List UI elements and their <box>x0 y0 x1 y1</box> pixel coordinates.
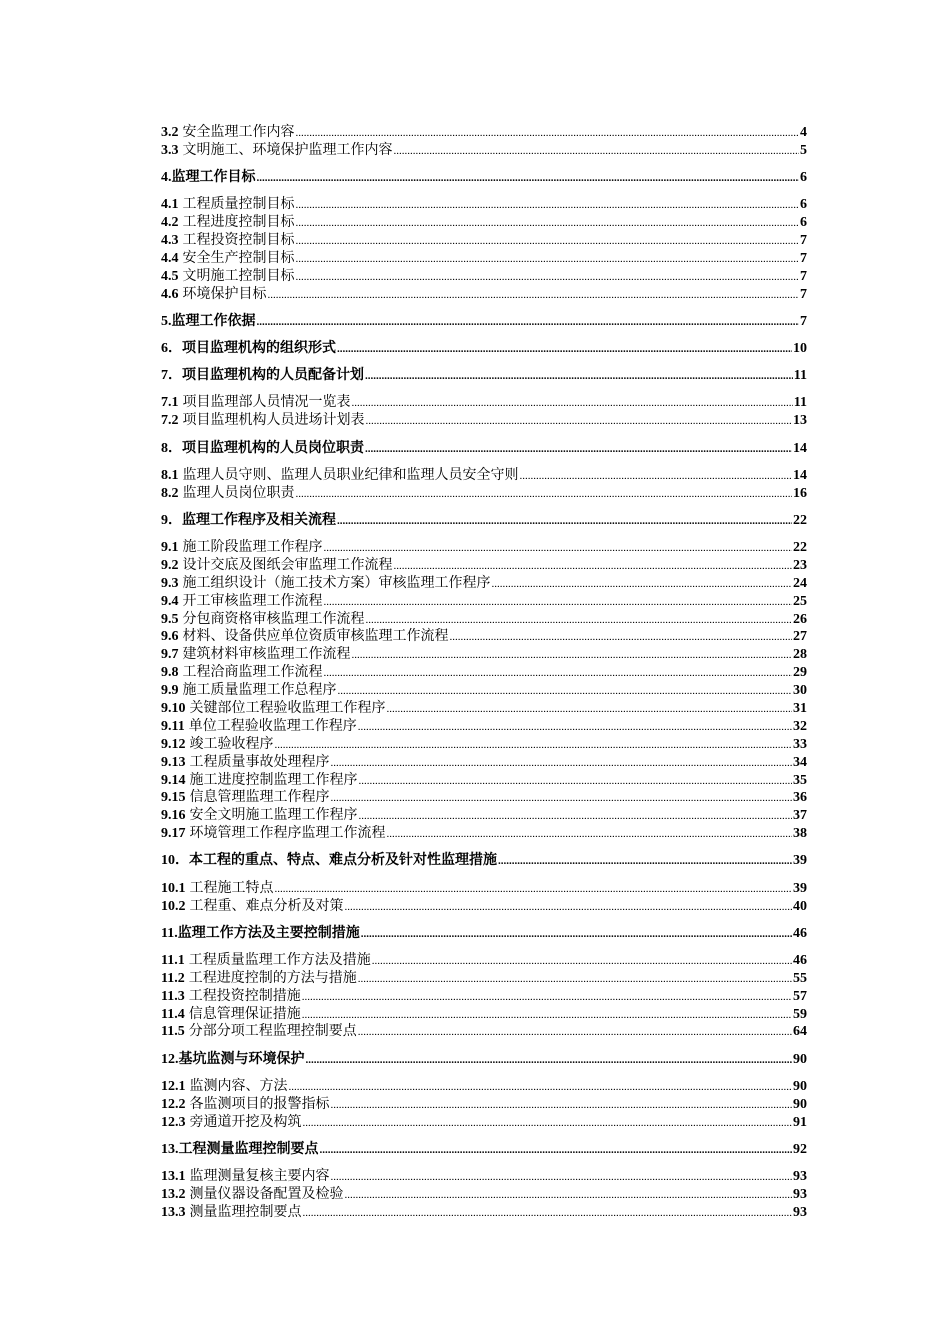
toc-entry-page: 57 <box>793 988 807 1004</box>
toc-leader-dots <box>358 1024 792 1042</box>
toc-entry-page: 7 <box>800 286 807 302</box>
toc-entry-title: 项目监理机构的组织形式 <box>182 341 336 357</box>
toc-entry-number: 9.12 <box>161 736 186 752</box>
toc-entry-page: 34 <box>793 754 807 770</box>
toc-entry[interactable] <box>161 852 807 870</box>
toc-entry-title: 监理工作依据 <box>171 313 256 329</box>
toc-entry[interactable] <box>161 970 807 988</box>
toc-entry-page: 4 <box>800 125 807 140</box>
toc-entry-page: 38 <box>793 826 807 842</box>
toc-entry[interactable] <box>161 232 807 250</box>
toc-leader-dots <box>296 125 800 143</box>
toc-entry-title: 工程投资控制措施 <box>188 988 301 1004</box>
toc-leader-dots <box>331 790 793 808</box>
toc-entry-number: 13. <box>161 1141 179 1157</box>
toc-entry-page: 6 <box>800 197 807 213</box>
toc-entry-number: 7.2 <box>161 413 179 429</box>
toc-entry-number: 4.4 <box>161 250 179 266</box>
toc-entry[interactable] <box>161 736 807 754</box>
toc-leader-dots <box>394 558 793 576</box>
toc-entry-page: 11 <box>793 395 807 411</box>
toc-leader-dots <box>324 540 793 558</box>
toc-entry-title: 安全文明施工监理工作程序 <box>189 808 358 824</box>
toc-leader-dots <box>296 269 800 287</box>
toc-leader-dots <box>394 143 800 161</box>
toc-entry-title: 工程重、难点分析及对策 <box>189 898 344 914</box>
toc-entry-number: 11.1 <box>161 952 185 968</box>
toc-leader-dots <box>345 899 793 917</box>
toc-entry-title: 安全生产控制目标 <box>182 250 295 266</box>
toc-leader-dots <box>331 755 793 773</box>
toc-leader-dots <box>306 1052 793 1070</box>
toc-entry-number: 7.1 <box>161 395 179 411</box>
toc-entry-number: 12.2 <box>161 1096 186 1112</box>
toc-entry-number: 4.2 <box>161 215 179 231</box>
toc-leader-dots <box>366 612 793 630</box>
toc-entry[interactable] <box>161 988 807 1006</box>
toc-entry-page: 90 <box>793 1078 807 1094</box>
toc-entry[interactable] <box>161 1168 807 1186</box>
toc-entry-title: 工程测量监理控制要点 <box>178 1141 319 1157</box>
toc-leader-dots <box>275 737 793 755</box>
toc-entry-page: 40 <box>793 898 807 914</box>
toc-entry-page: 26 <box>793 611 807 627</box>
toc-leader-dots <box>289 1079 793 1097</box>
toc-entry-title: 文明施工控制目标 <box>182 268 295 284</box>
toc-leader-dots <box>337 513 792 531</box>
toc-entry-page: 7 <box>800 268 807 284</box>
toc-leader-dots <box>331 1169 793 1187</box>
toc-leader-dots <box>361 926 792 944</box>
toc-entry-number: 9.5 <box>161 611 179 627</box>
toc-entry[interactable] <box>161 467 807 485</box>
toc-entry-title: 本工程的重点、特点、难点分析及针对性监理措施 <box>189 853 497 869</box>
toc-entry-title: 工程质量监理工作方法及措施 <box>188 952 371 968</box>
toc-leader-dots <box>358 719 792 737</box>
toc-entry-page: 46 <box>793 952 807 968</box>
toc-entry-title: 工程质量事故处理程序 <box>189 754 330 770</box>
toc-entry[interactable] <box>161 557 807 575</box>
toc-entry-title: 工程投资控制目标 <box>182 233 295 249</box>
toc-entry[interactable] <box>161 952 807 970</box>
toc-entry-title: 环境保护目标 <box>182 286 267 302</box>
toc-entry-page: 93 <box>793 1168 807 1184</box>
toc-entry-page: 39 <box>793 880 807 896</box>
toc-leader-dots <box>387 701 793 719</box>
toc-entry-title: 工程质量控制目标 <box>182 197 295 213</box>
toc-entry[interactable] <box>161 286 807 304</box>
toc-entry[interactable] <box>161 611 807 629</box>
toc-entry-page: 13 <box>793 413 807 429</box>
toc-entry-number: 10． <box>161 853 189 869</box>
toc-entry-number: 13.3 <box>161 1204 186 1220</box>
toc-entry-number: 4.5 <box>161 268 179 284</box>
toc-leader-dots <box>331 1097 793 1115</box>
toc-entry-number: 9.1 <box>161 540 179 555</box>
toc-entry[interactable] <box>161 1204 807 1222</box>
toc-entry-page: 93 <box>793 1204 807 1220</box>
toc-leader-dots <box>275 881 793 899</box>
toc-leader-dots <box>365 441 792 459</box>
toc-leader-dots <box>303 1115 793 1133</box>
toc-entry-page: 55 <box>793 970 807 986</box>
toc-leader-dots <box>338 683 793 701</box>
toc-entry-number: 13.1 <box>161 1168 186 1184</box>
toc-entry-number: 5. <box>161 313 172 329</box>
toc-entry-page: 27 <box>793 629 807 645</box>
toc-entry-title: 安全监理工作内容 <box>182 125 295 140</box>
toc-entry-number: 4.3 <box>161 233 179 249</box>
toc-leader-dots <box>520 468 793 486</box>
toc-entry-title: 监理测量复核主要内容 <box>189 1168 330 1184</box>
toc-entry-number: 9.4 <box>161 593 179 609</box>
toc-entry-page: 7 <box>800 313 807 329</box>
toc-entry-page: 6 <box>800 170 807 186</box>
toc-entry-number: 8.1 <box>161 467 179 483</box>
toc-entry[interactable] <box>161 539 807 557</box>
toc-entry-number: 11. <box>161 925 178 941</box>
toc-entry-page: 46 <box>793 925 807 941</box>
toc-entry-number: 9.7 <box>161 647 179 663</box>
toc-entry-page: 93 <box>793 1186 807 1202</box>
toc-entry-number: 9.2 <box>161 557 179 573</box>
toc-entry-title: 施工质量监理工作总程序 <box>182 683 337 699</box>
toc-entry[interactable] <box>161 593 807 611</box>
toc-leader-dots <box>320 1142 793 1160</box>
toc-entry-number: 11.3 <box>161 988 185 1004</box>
toc-leader-dots <box>257 170 800 188</box>
toc-entry[interactable] <box>161 646 807 664</box>
toc-entry-number: 8.2 <box>161 485 179 501</box>
toc-entry-page: 5 <box>800 142 807 158</box>
toc-entry[interactable] <box>161 440 807 458</box>
toc-entry-number: 7． <box>161 368 182 384</box>
toc-entry-number: 9.10 <box>161 701 186 717</box>
toc-entry-title: 工程洽商监理工作流程 <box>182 665 323 681</box>
toc-entry[interactable] <box>161 718 807 736</box>
toc-entry-number: 11.2 <box>161 970 185 986</box>
toc-entry-page: 37 <box>793 808 807 824</box>
toc-entry-title: 监理人员岗位职责 <box>182 485 295 501</box>
toc-entry-title: 施工阶段监理工作程序 <box>182 540 323 555</box>
toc-entry[interactable] <box>161 575 807 593</box>
toc-entry-page: 29 <box>793 665 807 681</box>
toc-entry-title: 分部分项工程监理控制要点 <box>188 1024 357 1040</box>
toc-entry-title: 文明施工、环境保护监理工作内容 <box>182 142 393 158</box>
toc-leader-dots <box>257 314 800 332</box>
toc-entry-number: 9.3 <box>161 575 179 591</box>
toc-entry-title: 测量仪器设备配置及检验 <box>189 1186 344 1202</box>
toc-entry-title: 开工审核监理工作流程 <box>182 593 323 609</box>
toc-entry-title: 材料、设备供应单位资质审核监理工作流程 <box>182 629 449 645</box>
toc-entry-title: 信息管理监理工作程序 <box>189 790 330 806</box>
toc-entry-page: 10 <box>793 341 807 357</box>
toc-entry-page: 14 <box>793 440 807 456</box>
toc-entry-number: 12. <box>161 1051 179 1067</box>
toc-entry[interactable] <box>161 214 807 232</box>
toc-leader-dots <box>492 576 793 594</box>
toc-entry-number: 3.3 <box>161 142 179 158</box>
toc-entry-title: 监理工作方法及主要控制措施 <box>177 925 360 941</box>
table-of-contents <box>161 124 807 1222</box>
toc-entry-number: 10.1 <box>161 880 186 896</box>
toc-entry-page: 39 <box>793 853 807 869</box>
toc-entry[interactable] <box>161 169 807 187</box>
toc-entry-title: 关键部位工程验收监理工作程序 <box>189 701 386 717</box>
toc-entry-number: 9.14 <box>161 772 186 788</box>
toc-entry-number: 8． <box>161 440 182 456</box>
toc-entry-number: 9.9 <box>161 683 179 699</box>
toc-entry-page: 59 <box>793 1006 807 1022</box>
toc-entry-page: 36 <box>793 790 807 806</box>
toc-entry-number: 13.2 <box>161 1186 186 1202</box>
toc-entry-number: 9.17 <box>161 826 186 842</box>
toc-leader-dots <box>324 665 793 683</box>
toc-leader-dots <box>372 953 792 971</box>
toc-leader-dots <box>352 647 793 665</box>
toc-entry-number: 4.6 <box>161 286 179 302</box>
toc-leader-dots <box>359 808 793 826</box>
toc-entry-page: 22 <box>793 512 807 528</box>
toc-leader-dots <box>365 368 793 386</box>
toc-entry-page: 35 <box>793 772 807 788</box>
toc-entry-number: 12.3 <box>161 1114 186 1130</box>
toc-entry[interactable] <box>161 754 807 772</box>
toc-entry-title: 项目监理机构人员进场计划表 <box>182 413 365 429</box>
toc-entry[interactable] <box>161 1114 807 1132</box>
toc-leader-dots <box>358 971 792 989</box>
toc-entry-page: 11 <box>793 368 807 384</box>
toc-entry-number: 4. <box>161 170 172 186</box>
toc-entry-title: 监理工作目标 <box>171 170 256 186</box>
toc-entry[interactable] <box>161 825 807 843</box>
toc-entry[interactable] <box>161 1006 807 1024</box>
toc-entry[interactable] <box>161 313 807 331</box>
toc-entry[interactable] <box>161 124 807 142</box>
toc-entry-number: 11.5 <box>161 1024 185 1040</box>
toc-entry-page: 92 <box>793 1141 807 1157</box>
toc-entry-number: 9.16 <box>161 808 186 824</box>
toc-entry[interactable] <box>161 1078 807 1096</box>
toc-entry[interactable] <box>161 340 807 358</box>
toc-entry-number: 9.8 <box>161 665 179 681</box>
toc-leader-dots <box>296 197 800 215</box>
toc-leader-dots <box>359 773 793 791</box>
toc-entry[interactable] <box>161 196 807 214</box>
toc-entry-page: 90 <box>793 1096 807 1112</box>
toc-entry-page: 7 <box>800 250 807 266</box>
toc-leader-dots <box>296 215 800 233</box>
toc-entry[interactable] <box>161 142 807 160</box>
toc-entry[interactable] <box>161 367 807 385</box>
toc-entry-page: 32 <box>793 718 807 734</box>
toc-entry-number: 9.11 <box>161 718 185 734</box>
toc-leader-dots <box>345 1187 793 1205</box>
toc-entry-title: 监测内容、方法 <box>189 1078 288 1094</box>
toc-entry-title: 项目监理部人员情况一览表 <box>182 395 351 411</box>
toc-leader-dots <box>498 853 792 871</box>
toc-entry-page: 28 <box>793 647 807 663</box>
toc-entry-number: 12.1 <box>161 1078 186 1094</box>
toc-leader-dots <box>296 486 793 504</box>
toc-entry[interactable] <box>161 898 807 916</box>
toc-entry-title: 项目监理机构的人员配备计划 <box>182 368 364 384</box>
toc-entry-title: 监理工作程序及相关流程 <box>182 512 336 528</box>
toc-entry-page: 6 <box>800 215 807 231</box>
toc-leader-dots <box>450 629 793 647</box>
toc-entry[interactable] <box>161 1051 807 1069</box>
toc-entry-number: 9.13 <box>161 754 186 770</box>
toc-entry[interactable] <box>161 512 807 530</box>
toc-entry-page: 14 <box>793 467 807 483</box>
toc-entry-title: 工程进度控制目标 <box>182 215 295 231</box>
toc-entry[interactable] <box>161 789 807 807</box>
toc-entry-page: 64 <box>793 1024 807 1040</box>
toc-leader-dots <box>337 341 792 359</box>
toc-entry[interactable] <box>161 925 807 943</box>
toc-entry-title: 建筑材料审核监理工作流程 <box>182 647 351 663</box>
toc-entry-title: 基坑监测与环境保护 <box>178 1051 305 1067</box>
toc-entry[interactable] <box>161 250 807 268</box>
toc-entry-title: 分包商资格审核监理工作流程 <box>182 611 365 627</box>
toc-entry[interactable] <box>161 412 807 430</box>
toc-entry[interactable] <box>161 772 807 790</box>
toc-entry-title: 施工组织设计（施工技术方案）审核监理工作程序 <box>182 575 491 591</box>
toc-leader-dots <box>352 395 793 413</box>
toc-entry-page: 7 <box>800 233 807 249</box>
toc-entry-page: 24 <box>793 575 807 591</box>
toc-entry-number: 11.4 <box>161 1006 185 1022</box>
toc-entry[interactable] <box>161 807 807 825</box>
toc-entry-title: 竣工验收程序 <box>189 736 274 752</box>
toc-entry[interactable] <box>161 1023 807 1041</box>
toc-entry-title: 环境管理工作程序监理工作流程 <box>189 826 386 842</box>
toc-entry[interactable] <box>161 682 807 700</box>
toc-entry-title: 单位工程验收监理工作程序 <box>188 718 357 734</box>
toc-entry-page: 16 <box>793 485 807 501</box>
toc-entry-number: 9． <box>161 512 182 528</box>
toc-entry[interactable] <box>161 1186 807 1204</box>
toc-entry-title: 设计交底及图纸会审监理工作流程 <box>182 557 393 573</box>
toc-entry-number: 9.6 <box>161 629 179 645</box>
toc-entry-title: 各监测项目的报警指标 <box>189 1096 330 1112</box>
toc-entry-page: 30 <box>793 683 807 699</box>
toc-entry-page: 22 <box>793 540 807 555</box>
toc-entry[interactable] <box>161 1141 807 1159</box>
toc-entry-title: 监理人员守则、监理人员职业纪律和监理人员安全守则 <box>182 467 519 483</box>
toc-entry-title: 测量监理控制要点 <box>189 1204 302 1220</box>
toc-leader-dots <box>296 233 800 251</box>
toc-entry-page: 25 <box>793 593 807 609</box>
toc-entry-title: 工程进度控制的方法与措施 <box>188 970 357 986</box>
toc-entry-number: 4.1 <box>161 197 179 213</box>
toc-entry-number: 10.2 <box>161 898 186 914</box>
toc-entry-page: 33 <box>793 736 807 752</box>
toc-leader-dots <box>303 1205 793 1223</box>
toc-entry-title: 工程施工特点 <box>189 880 274 896</box>
toc-entry[interactable] <box>161 268 807 286</box>
toc-entry[interactable] <box>161 485 807 503</box>
toc-leader-dots <box>296 251 800 269</box>
toc-leader-dots <box>302 1007 792 1025</box>
toc-leader-dots <box>387 826 793 844</box>
toc-entry[interactable] <box>161 628 807 646</box>
toc-entry-page: 31 <box>793 701 807 717</box>
toc-entry[interactable] <box>161 394 807 412</box>
toc-entry[interactable] <box>161 1096 807 1114</box>
toc-entry-page: 23 <box>793 557 807 573</box>
toc-entry-title: 旁通道开挖及构筑 <box>189 1114 302 1130</box>
toc-entry-title: 信息管理保证措施 <box>188 1006 301 1022</box>
toc-entry[interactable] <box>161 700 807 718</box>
toc-entry[interactable] <box>161 664 807 682</box>
toc-leader-dots <box>366 413 793 431</box>
toc-entry-page: 91 <box>793 1114 807 1130</box>
toc-entry-number: 6． <box>161 341 182 357</box>
toc-entry-page: 90 <box>793 1051 807 1067</box>
toc-entry-title: 施工进度控制监理工作程序 <box>189 772 358 788</box>
toc-leader-dots <box>324 594 793 612</box>
toc-entry-number: 3.2 <box>161 125 179 140</box>
toc-leader-dots <box>302 989 792 1007</box>
toc-entry-number: 9.15 <box>161 790 186 806</box>
toc-leader-dots <box>268 287 800 305</box>
toc-entry-title: 项目监理机构的人员岗位职责 <box>182 440 364 456</box>
toc-entry[interactable] <box>161 880 807 898</box>
